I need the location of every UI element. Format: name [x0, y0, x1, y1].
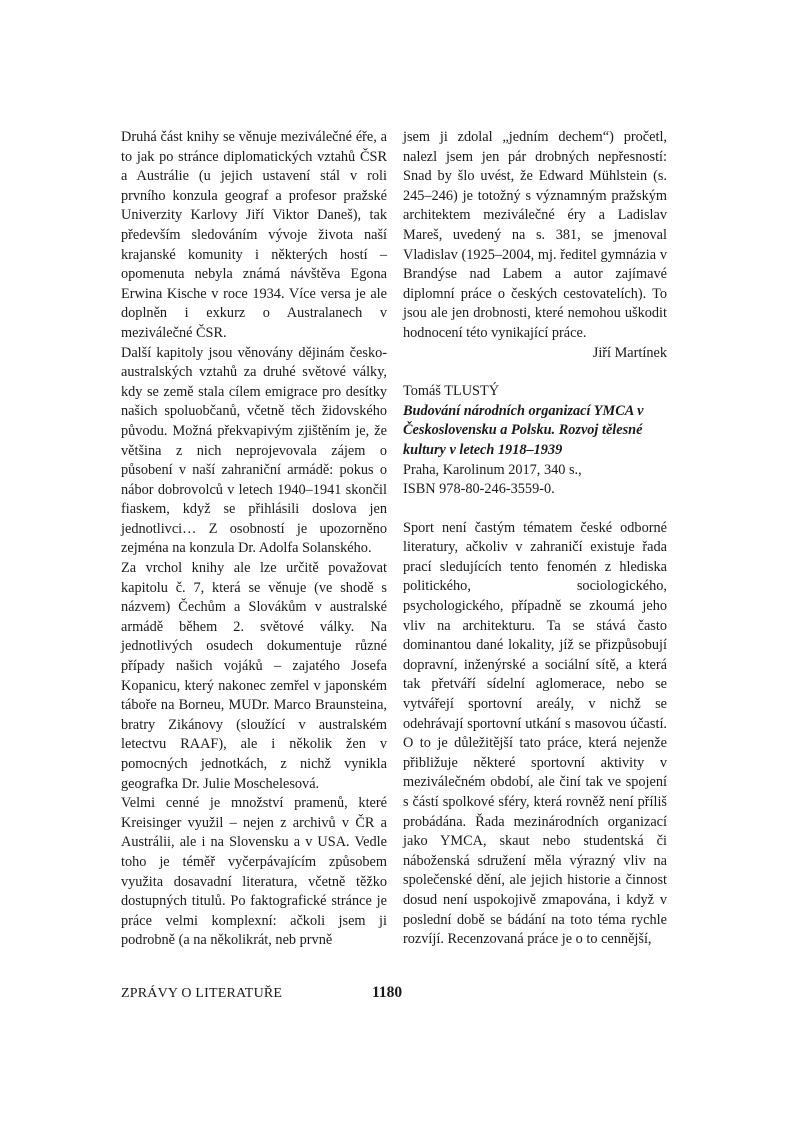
- left-column: [121, 128, 387, 951]
- book-isbn: ISBN 978-80-246-3559-0.: [403, 481, 555, 498]
- reviewer-signature: Jiří Martínek: [592, 344, 667, 361]
- paragraph-wartime-emigration: Další kapitoly jsou věnovány dějinám česko-australských vztahů za druhé světové války, kdy se země stala cílem emigrace pro desítky našich spoluobčanů, včetně těch židovského původu. Možná překvapivým zjištěním je, že většina z nich neprojevovala zájem o působení v naší zahraniční armádě: pokus o nábor dobrovolců v letech 1940–1941 skončil fiaskem, když se přihlásili doslova jen jednotlivci… Z osobností je upozorněno zejména na konzula Dr. Adolfa Solanského.: [121, 344, 387, 557]
- review-heading: [403, 382, 667, 500]
- paragraph-chapter-seven: Za vrchol knihy ale lze určitě považovat kapitolu č. 7, která se věnuje (ve shodě s názvem) Čechům a Slovákům v australské armádě během 2. světové války. Na jednotlivých osudech dokumentuje různé případy našich vojáků – zajatého Josefa Kopanicu, který nakonec zemřel v japonském táboře na Borneu, MUDr. Marco Braunsteina, bratry Zikánovy (sloužící v australském letectvu RAAF), ale i několik žen v pomocných jednotkách, z nichž vynikla geografka Dr. Julie Moschelesová.: [121, 560, 387, 792]
- book-publisher: Praha, Karolinum 2017, 340 s.,: [403, 461, 582, 478]
- book-title: Budování národních organizací YMCA v Československu a Polsku. Rozvoj tělesné kultury v letech 1918–1939: [403, 402, 644, 458]
- running-footer-section: ZPRÁVY O LITERATUŘE: [121, 986, 283, 1001]
- review-body-paragraph: Sport není častým tématem české odborné literatury, ačkoliv v zahraničí existuje řada prací sledujících tento fenomén z hlediska politického, sociologického, psychologického, případně se zkoumá jeho vliv na architekturu. Ta se stává často dominantou dané lokality, jíž se přizpůsobují dopravní, inženýrské a sociální sítě, a která tak přetváří sídelní aglomerace, nebo se vytvářejí sportovní areály, v nichž se odehrávají sportovní utkání s masovou účastí. O to je důležitější tato práce, která nejenže přibližuje některé sportovní aktivity v meziválečném období, ale činí tak ve spojení s částí spolkové sféry, která rovněž není příliš probádána. Řada mezinárodních organizací jako YMCA, skaut nebo studentská či náboženská sdružení měla výrazný vliv na společenské dění, ale jejich historie a činnost dosud není uspokojivě zmapována, i když v poslední době se bádání na toto téma rychle rozvíjí. Recenzovaná práce je o to cennější,: [403, 519, 667, 948]
- right-column: [403, 128, 667, 950]
- page-number: 1180: [372, 984, 403, 1001]
- paragraph-interwar: Druhá část knihy se věnuje meziválečné éře, a to jak po stránce diplomatických vztahů ČSR a Austrálie (u jejich ustavení stál v roli prvního konzula geograf a profesor pražské Univerzity Karlovy Jiří Viktor Daneš), tak především sledováním vývoje života naší krajanské komunity i některých hostí – opomenuta nebyla známá návštěva Egona Erwina Kische v roce 1934. Více versa je ale doplněn i exkurz o Australanech v meziválečné ČSR.: [121, 129, 387, 341]
- paragraph-sources: Velmi cenné je množství pramenů, které Kreisinger využil – nejen z archivů v ČR a Austrálii, ale i na Slovensku a v USA. Vedle toho je téměř vyčerpávajícím způsobem využita dosavadní literatura, včetně těžko dostupných titulů. Po faktografické stránce je práce velmi komplexní: ačkoli jsem ji podrobně (a na několikrát, neb prvně: [121, 795, 387, 949]
- paragraph-continuation: jsem ji zdolal „jedním dechem“) pročetl, nalezl jsem jen pár drobných nepřesností: Snad by šlo uvést, že Edward Mühlstein (s. 245–246) je totožný s významným pražským architektem meziválečné éry a Ladislav Mareš, uvedený na s. 381, se jmenoval Vladislav (1925–2004, mj. ředitel gymnázia v Brandýse nad Labem a autor zajímavé diplomní práce o českých cestovatelích). To jsou ale jen drobnosti, které nemohou uškodit hodnocení této vynikající práce.: [403, 129, 667, 341]
- book-author: Tomáš TLUSTÝ: [403, 383, 500, 400]
